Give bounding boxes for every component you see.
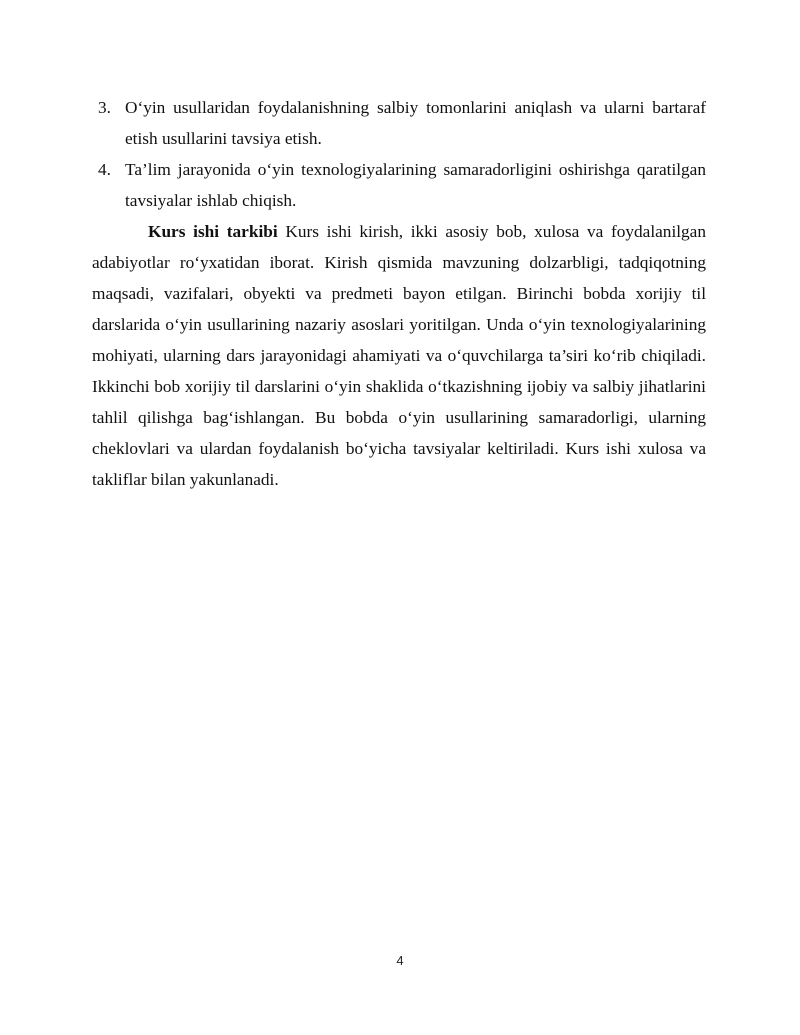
- paragraph-lead: Kurs ishi tarkibi: [148, 222, 278, 241]
- paragraph-body: Kurs ishi kirish, ikki asosiy bob, xulosa va foydalanilgan adabiyotlar ro‘yxatidan iborat. Kirish qismida mavzuning dolzarbligi, tadqiqotning maqsadi, vazifalari, obyekti va predmeti bayon etilgan. Birinchi bobda xorijiy til darslarida o‘yin usullarining nazariy asoslari yoritilgan. Unda o‘yin texnologiyalarining mohiyati, ularning dars jarayonidagi ahamiyati va o‘quvchilarga ta’siri ko‘rib chiqiladi. Ikkinchi bob xorijiy til darslarini o‘yin shaklida o‘tkazishning ijobiy va salbiy jihatlarini tahlil qilishga bag‘ishlangan. Bu bobda o‘yin usullarining samaradorligi, ularning cheklovlari va ulardan foydalanish bo‘yicha tavsiyalar keltiriladi. Kurs ishi xulosa va takliflar bilan yakunlanadi.: [92, 222, 706, 489]
- page-number: 4: [396, 953, 404, 968]
- list-item-text: Ta’lim jarayonida o‘yin texnologiyalarining samaradorligini oshirishga qaratilgan tavsiyalar ishlab chiqish.: [125, 160, 706, 210]
- list-item: [92, 154, 706, 216]
- body-paragraph: [92, 216, 706, 495]
- list-item-number: 3.: [98, 98, 111, 117]
- list-item-number: 4.: [98, 160, 111, 179]
- list-item: [92, 92, 706, 154]
- page-content: [92, 92, 706, 495]
- list-item-text: O‘yin usullaridan foydalanishning salbiy tomonlarini aniqlash va ularni bartaraf etish usullarini tavsiya etish.: [125, 98, 706, 148]
